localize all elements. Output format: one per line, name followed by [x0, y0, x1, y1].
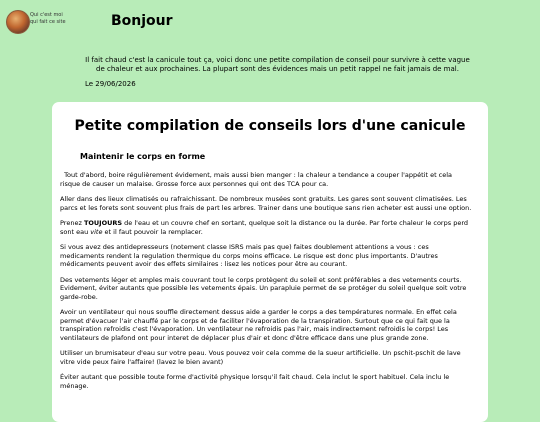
paragraph: Éviter autant que possible toute forme d'activité physique lorsqu'il fait chaud. Cela inclut le sport habituel. Cela inclu le ménage.: [60, 373, 450, 390]
paragraph: Des vetements léger et amples mais couvrant tout le corps protègent du soleil et sont préférables a des vetements courts. Evidement, éviter autants que possible les vetements épais. Un parapluie permet de se protéger du soleil quelque soit votre garde-robe.: [60, 275, 467, 301]
intro-text: Il fait chaud c'est la canicule tout ça, voici donc une petite compilation de conseil pour survivre à cette vague de chaleur et aux prochaines. La plupart sont des évidences mais un petit rappel ne fait jamais de mal.: [85, 56, 470, 73]
article-card: [52, 102, 488, 422]
section-title: Maintenir le corps en forme: [80, 152, 206, 161]
paragraph: Utiliser un brumisateur d'eau sur votre peau. Vous pouvez voir cela comme de la sueur artificielle. Un pschit-pschit de lave vitre vide peux faire l'affaire! (lavez le bien avant): [60, 349, 461, 366]
paragraph-list: [60, 171, 474, 390]
paragraph: Si vous avez des antidepresseurs (notement classe ISRS mais pas que) faites doublement attentions a vous : ces medicaments rendent la regulation thermique du corps moins efficace. Le risque est donc plus importants. D'autres médicaments peuvent avoir des effets similaires : lisez les notices pour être au courant.: [60, 243, 438, 268]
paragraph: Aller dans des lieux climatisés ou rafraichissant. De nombreux musées sont gratuits. Les gares sont souvent climatisées. Les parcs et les forets sont souvent plus frais de part les arbres. Trainer dans une boutique sans rien acheter est aussi une option.: [60, 195, 472, 212]
paragraph: Prenez TOUJOURS de l'eau et un couvre chef en sortant, quelque soit la distance ou la durée. Par forte chaleur le corps perd sont eau vite et il faut pouvoir la remplacer.: [60, 219, 468, 236]
paragraph: Tout d'abord, boire régulièrement évidement, mais aussi bien manger : la chaleur a tendance a couper l'appétit et cela risque de causer un malaise. Grosse force aux personnes qui ont des TCA pour ca.: [60, 171, 453, 188]
avatar-caption: Qui c'est moi qui fait ce site: [30, 12, 66, 25]
paragraph: Avoir un ventilateur qui nous souffle directement dessus aide a garder le corps a des températures normale. En effet cela permet d'évacuer l'air chauffé par le corps et de faciliter l'évaporation de la transpiration. Surtout que ce qui fait que la transpiration refroidis c'est l'évaporation. Un ventilateur ne refroidis pas l'air, mais indirectement refroidis le corps! Les ventilateurs de plafond ont pour interet de déplacer plus d'air et donc d'être efficace dans une plus grande zone.: [60, 308, 457, 342]
publish-date: Le 29/06/2026: [85, 80, 136, 88]
avatar[interactable]: [6, 10, 30, 34]
article-title: Petite compilation de conseils lors d'une canicule: [74, 118, 466, 134]
site-title: Bonjour: [111, 13, 173, 29]
